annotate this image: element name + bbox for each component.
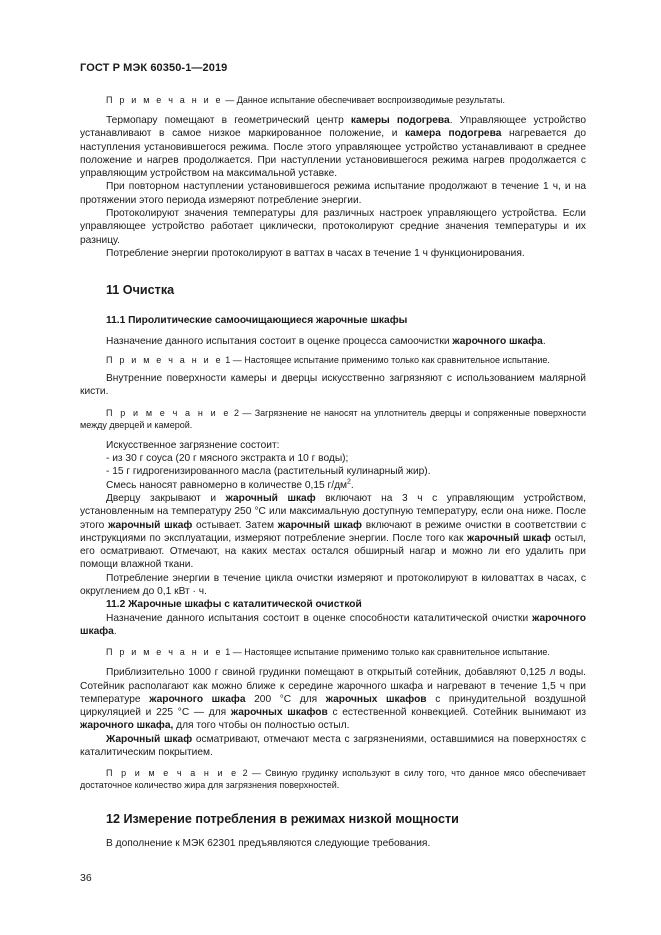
text-run: Дверцу закрывают и — [106, 492, 226, 504]
term-bold: камера подогрева — [405, 128, 502, 140]
term-bold: жарочного шкафа — [80, 612, 586, 637]
body-paragraph: Потребление энергии в течение цикла очистки измеряют и протоколируют в киловаттах в часах, с округлением до 0,1 кВт · ч. — [80, 572, 586, 598]
text-run: включают на 3 ч с управляющим устройством, установленным на температуру 250 °С или максимальную доступную температуру, если она ниже. После этого — [80, 492, 586, 531]
term-bold: жарочного шкафа — [452, 335, 543, 347]
note-paragraph — [80, 646, 586, 658]
text-run: остывает. Затем — [192, 519, 278, 531]
term-bold: камеры подогрева — [350, 115, 450, 126]
term-bold: жарочного шкафа, — [80, 720, 174, 732]
note-text: — Данное испытание обеспечивает воспроизводимые результаты. — [225, 95, 505, 105]
superscript: 2 — [347, 478, 351, 486]
text-run: осматривают, отмечают места с загрязнениями, оставшимися на поверхностях с каталитическим покрытием. — [80, 733, 586, 758]
page-content — [80, 90, 586, 850]
text-run: . — [113, 625, 117, 637]
body-paragraph: В дополнение к МЭК 62301 предъявляются следующие требования. — [106, 837, 431, 849]
note-text: 2 — Загрязнение не наносят на уплотнитель дверцы и сопряженные поверхности между дверцей и камерой. — [80, 407, 586, 430]
list-item: - 15 г гидрогенизированного масла (растительный кулинарный жир). — [106, 466, 431, 478]
text-run: нагревается до наступления установившегося режима. После этого управляющее устройство устанавливают в среднее положение и нагрев продолжается. При наступлении установившегося режима нагрев продолжается с управляющим устройством на максимальной уставке. — [80, 128, 586, 180]
term-bold: жарочный шкаф — [277, 519, 362, 531]
note-label: П р и м е ч а н и е — [106, 407, 231, 418]
text-run: Смесь наносят равномерно в количестве 0,15 г/дм — [106, 479, 348, 491]
section-heading: 12 Измерение потребления в режимах низкой мощности — [106, 812, 459, 827]
body-paragraph: Потребление энергии протоколируют в ваттах в часах в течение 1 ч функционирования. — [106, 247, 525, 259]
subsection-heading: 11.1 Пиролитические самоочищающиеся жарочные шкафы — [106, 314, 408, 326]
body-paragraph — [80, 492, 586, 572]
text-run: Назначение данного испытания состоит в оценке процесса самоочистки — [106, 335, 453, 347]
body-paragraph: Искусственное загрязнение состоит: — [106, 439, 280, 451]
text-run: с принудительной воздушной циркуляцией и 225 °С — для — [80, 693, 587, 719]
note-label: П р и м е ч а н и е — [106, 95, 223, 105]
note-paragraph — [80, 407, 586, 431]
list-item: - из 30 г соуса (20 г мясного экстракта и 10 г воды); — [106, 453, 349, 465]
term-bold: жарочный шкаф — [108, 519, 193, 531]
note-label: П р и м е ч а н и е — [106, 768, 239, 779]
body-paragraph — [80, 479, 586, 492]
term-bold: Жарочный шкаф — [106, 733, 193, 745]
note-paragraph — [80, 767, 586, 791]
text-run: для того чтобы он полностью остыл. — [173, 720, 350, 732]
term-bold: жарочных шкафов — [230, 707, 328, 719]
note-label: П р и м е ч а н и е — [106, 647, 223, 658]
body-paragraph: При повторном наступлении установившегося режима испытание продолжают в течение 1 ч, и на протяжении этого периода измеряют потребление энергии. — [80, 181, 586, 206]
body-paragraph — [80, 335, 586, 348]
document-header: ГОСТ Р МЭК 60350-1—2019 — [80, 62, 228, 74]
subsection-heading: 11.2 Жарочные шкафы с каталитической очисткой — [106, 599, 362, 611]
body-paragraph — [80, 612, 586, 639]
text-run: остыл, его осматривают. Отмечают, на каких местах остался обширный нагар и можно ли его удалить при помощи влажной ткани. — [80, 532, 586, 571]
text-run: Назначение данного испытания состоит в оценке способности каталитической очистки — [106, 612, 533, 624]
note-paragraph — [80, 354, 586, 366]
note-text: 1 — Настоящее испытание применимо только как сравнительное испытание. — [225, 647, 550, 658]
body-paragraph: Протоколируют значения температуры для различных настроек управляющего устройства. Если управляющее устройство работает циклически, протоколируют средние значения температуры и их разницу. — [80, 208, 586, 246]
text-run: Приблизительно 1000 г свиной грудинки помещают в открытый сотейник, добавляют 0,125 л воды. Сотейник располагают как можно ближе к середине жарочного шкафа и нагревают в течение 1,5 ч при температуре — [80, 667, 586, 705]
text-run: . Управляющее устройство устанавливают в самое низкое маркированное положение, и — [80, 115, 586, 140]
body-paragraph — [80, 733, 586, 760]
note-text: 2 — Свиную грудинку используют в силу того, что данное мясо обеспечивает достаточное количество жира для загрязнения поверхностей. — [80, 768, 586, 791]
text-run: . — [350, 479, 354, 491]
text-run: включают в режиме очистки в соответствии с инструкциями по эксплуатации, измеряют потребление энергии. После того как — [80, 519, 586, 544]
section-heading: 11 Очистка — [106, 283, 175, 298]
body-paragraph — [80, 114, 586, 180]
note-paragraph — [80, 94, 586, 106]
text-run: 200 °С для — [245, 693, 326, 705]
text-run: Термопару помещают в геометрический центр — [106, 115, 351, 126]
page-number: 36 — [80, 872, 92, 884]
note-label: П р и м е ч а н и е — [106, 355, 223, 366]
text-run: . — [542, 335, 546, 347]
term-bold: жарочный шкаф — [466, 532, 551, 544]
term-bold: жарочных шкафов — [325, 693, 427, 705]
note-text: 1 — Настоящее испытание применимо только как сравнительное испытание. — [225, 355, 550, 366]
term-bold: жарочного шкафа — [149, 693, 246, 705]
term-bold: жарочный шкаф — [225, 492, 316, 504]
body-paragraph — [80, 666, 586, 732]
body-paragraph: Внутренние поверхности камеры и дверцы искусственно загрязняют с использованием малярной кисти. — [80, 373, 586, 398]
text-run: с естественной конвекцией. Сотейник вынимают из — [327, 707, 586, 719]
